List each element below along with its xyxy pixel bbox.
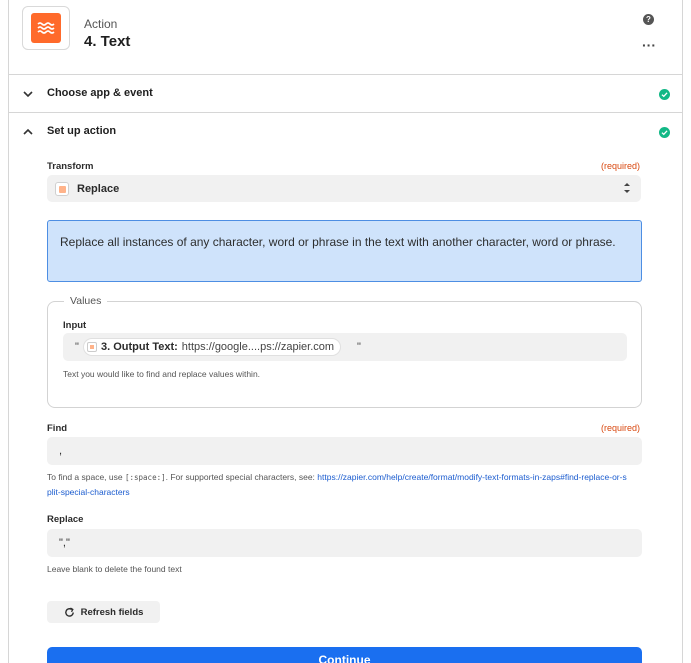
step-kind-label: Action (84, 17, 118, 31)
find-label: Find (47, 423, 68, 434)
pill-preview-value: https://google....ps://zapier.com (181, 341, 335, 353)
transform-description: Replace all instances of any character, word or phrase in the text with another character, word or phrase. (47, 220, 642, 282)
question-icon[interactable]: ? (643, 14, 654, 25)
app-icon-tile (22, 6, 70, 50)
refresh-icon (64, 607, 75, 618)
refresh-fields-button[interactable] (47, 601, 160, 623)
step-title[interactable]: 4. Text (84, 33, 131, 50)
replace-label: Replace (47, 514, 84, 525)
transform-select[interactable] (47, 175, 641, 202)
find-help-middle: . For supported special characters, see: (165, 472, 315, 482)
section-label: Choose app & event (47, 87, 153, 99)
find-input[interactable]: , (47, 437, 642, 465)
refresh-label: Refresh fields (80, 606, 144, 618)
text-formatter-icon (31, 13, 61, 43)
select-arrows-icon (623, 181, 631, 195)
replace-input[interactable]: "," (47, 529, 642, 557)
continue-button[interactable]: Continue (47, 647, 642, 663)
values-fieldset (47, 295, 642, 408)
required-indicator: (required) (600, 161, 640, 171)
space-token: [:space:] (124, 473, 166, 482)
find-help-prefix: To find a space, use (47, 472, 123, 482)
close-quote: " (357, 341, 361, 353)
input-hint: Text you would like to find and replace values within. (63, 369, 261, 379)
special-characters-link[interactable]: https://zapier.com/help/create/format/modify-text-formats-in-zaps#find-replace-or-split-special-characters (47, 472, 627, 497)
check-circle-icon (659, 127, 670, 138)
chevron-down-icon (22, 88, 34, 100)
input-field[interactable] (63, 333, 627, 361)
open-quote: " (75, 341, 79, 353)
mapped-field-pill[interactable] (83, 338, 341, 356)
section-label: Set up action (47, 125, 117, 137)
transform-label: Transform (47, 161, 94, 172)
find-help (47, 470, 627, 500)
chevron-up-icon (22, 126, 34, 138)
pill-step-label: 3. Output Text: (101, 341, 178, 353)
input-label: Input (63, 320, 87, 331)
text-formatter-icon (55, 182, 69, 196)
step-card (8, 0, 683, 663)
replace-help: Leave blank to delete the found text (47, 564, 182, 574)
values-legend: Values (64, 295, 107, 307)
text-formatter-icon (87, 342, 97, 352)
transform-select-value: Replace (77, 183, 120, 195)
required-indicator: (required) (600, 423, 640, 433)
section-choose-app-event[interactable] (9, 75, 682, 113)
section-set-up-action[interactable] (9, 113, 682, 151)
step-header (9, 0, 682, 75)
more-icon[interactable]: ··· (642, 37, 656, 53)
check-circle-icon (659, 89, 670, 100)
